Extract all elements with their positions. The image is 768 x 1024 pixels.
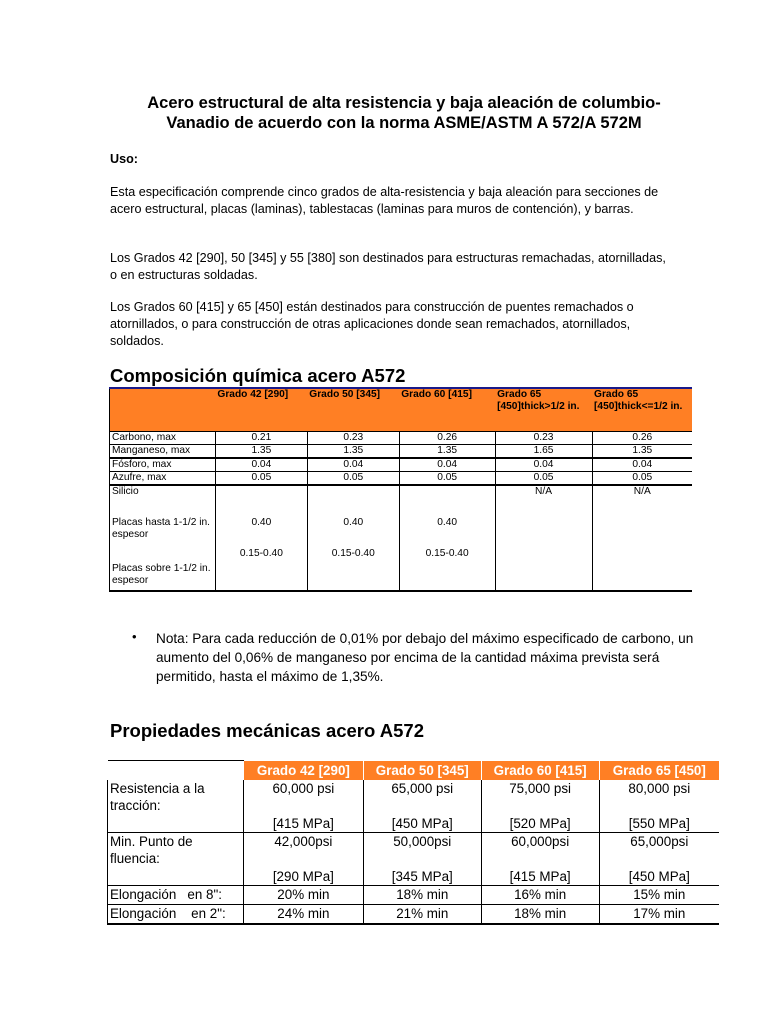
table-row <box>108 780 720 833</box>
cell-value <box>599 780 719 833</box>
cell-bottom: [415 MPa] <box>509 869 571 884</box>
silicio-sub-1: Placas hasta 1-1/2 in. espesor <box>112 517 210 540</box>
chem-header-empty <box>110 388 216 432</box>
row-label: Carbono, max <box>110 432 216 445</box>
table-row <box>110 472 693 486</box>
chem-header-grado-65-thin: Grado 65 [450]thick<=1/2 in. <box>592 388 692 432</box>
cell-value: 17% min <box>599 905 719 925</box>
paragraph-1: Esta especificación comprende cinco grados de alta-resistencia y baja aleación para secciones de acero estructural, placas (laminas), tablestacas (laminas para muros de contención), y barras. <box>110 185 659 216</box>
row-label: Manganeso, max <box>110 445 216 459</box>
silicio-cell <box>215 485 307 591</box>
silicio-row <box>110 485 693 591</box>
row-label: Fósforo, max <box>110 458 216 472</box>
title-line-1: Acero estructural de alta resistencia y baja aleación de columbio- <box>147 94 661 112</box>
cell-value <box>363 780 481 833</box>
cell-value: 0.26 <box>399 432 495 445</box>
cell-value: 0.23 <box>495 432 592 445</box>
mech-heading: Propiedades mecánicas acero A572 <box>110 720 424 741</box>
cell-top: 60,000 psi <box>272 781 335 796</box>
cell-value: 0.23 <box>307 432 399 445</box>
cell-value: 18% min <box>481 905 599 925</box>
table-row <box>108 886 720 905</box>
chem-header-grado-60: Grado 60 [415] <box>399 388 495 432</box>
mech-header-grado-42: Grado 42 [290] <box>243 761 363 781</box>
mechanical-properties-table <box>107 760 719 925</box>
table-row <box>110 432 693 445</box>
silicio-label: Silicio <box>112 486 139 497</box>
mech-header-row <box>108 761 720 781</box>
cell-value: 0.40 <box>437 517 458 528</box>
table-row <box>108 905 720 925</box>
chemical-composition-table <box>109 387 692 592</box>
cell-value: 0.15-0.40 <box>239 548 283 559</box>
cell-value <box>481 833 599 886</box>
cell-value: 0.21 <box>215 432 307 445</box>
cell-value: 0.40 <box>343 517 364 528</box>
cell-value: 0.04 <box>495 458 592 472</box>
table-row <box>110 445 693 459</box>
cell-value <box>481 780 599 833</box>
cell-value: 18% min <box>363 886 481 905</box>
cell-value: 0.05 <box>399 472 495 486</box>
cell-value: 1.35 <box>592 445 692 459</box>
paragraph-2: Los Grados 42 [290], 50 [345] y 55 [380] son destinados para estructuras remachadas, atornilladas, o en estructuras soldadas. <box>110 251 666 282</box>
cell-top: 42,000psi <box>274 834 333 849</box>
cell-value: 24% min <box>243 905 363 925</box>
row-label: Elongación en 2": <box>108 905 244 925</box>
mech-header-grado-60: Grado 60 [415] <box>481 761 599 781</box>
mech-header-empty <box>108 761 244 781</box>
chem-heading: Composición química acero A572 <box>110 365 406 386</box>
cell-value: 1.35 <box>215 445 307 459</box>
chem-header-grado-65-thick: Grado 65 [450]thick>1/2 in. <box>495 388 592 432</box>
document-title <box>108 93 700 133</box>
cell-value: 0.26 <box>592 432 692 445</box>
cell-value: 20% min <box>243 886 363 905</box>
cell-value: 0.40 <box>251 517 272 528</box>
cell-bottom: [450 MPa] <box>391 816 453 831</box>
table-row <box>110 458 693 472</box>
cell-bottom: [520 MPa] <box>509 816 571 831</box>
cell-value: 0.05 <box>592 472 692 486</box>
silicio-sub-2: Placas sobre 1-1/2 in. espesor <box>112 563 211 586</box>
silicio-na-cell: N/A <box>592 485 692 591</box>
table-row <box>108 833 720 886</box>
cell-value: 0.05 <box>495 472 592 486</box>
cell-top: 75,000 psi <box>509 781 572 796</box>
silicio-label-cell <box>110 485 216 591</box>
cell-bottom: [415 MPa] <box>272 816 334 831</box>
cell-bottom: [345 MPa] <box>391 869 453 884</box>
cell-top: 80,000 psi <box>628 781 691 796</box>
cell-bottom: [450 MPa] <box>628 869 690 884</box>
cell-value: 16% min <box>481 886 599 905</box>
cell-value: 21% min <box>363 905 481 925</box>
chem-header-row <box>110 388 693 432</box>
cell-top: 50,000psi <box>393 834 452 849</box>
mech-header-grado-50: Grado 50 [345] <box>363 761 481 781</box>
cell-value <box>243 780 363 833</box>
cell-value: 0.15-0.40 <box>425 548 469 559</box>
paragraph-3: Los Grados 60 [415] y 65 [450] están destinados para construcción de puentes remachados o atornillados, o para construcción de otras aplicaciones donde sean remachados, atornillados, soldados. <box>110 300 634 348</box>
uso-label: Uso: <box>110 152 138 166</box>
cell-value: 0.04 <box>592 458 692 472</box>
cell-value: 0.04 <box>215 458 307 472</box>
cell-value: 0.04 <box>307 458 399 472</box>
row-label: Min. Punto de fluencia: <box>108 833 244 886</box>
bullet-icon: • <box>132 629 137 644</box>
cell-value <box>599 833 719 886</box>
chem-header-grado-50: Grado 50 [345] <box>307 388 399 432</box>
cell-value: 15% min <box>599 886 719 905</box>
cell-value <box>363 833 481 886</box>
cell-value: 1.65 <box>495 445 592 459</box>
cell-value: 1.35 <box>307 445 399 459</box>
silicio-cell <box>399 485 495 591</box>
cell-value: 0.05 <box>307 472 399 486</box>
row-label: Resistencia a la tracción: <box>108 780 244 833</box>
cell-value: 0.15-0.40 <box>331 548 375 559</box>
row-label: Elongación en 8": <box>108 886 244 905</box>
cell-bottom: [290 MPa] <box>272 869 334 884</box>
silicio-cell <box>307 485 399 591</box>
note-text: Nota: Para cada reducción de 0,01% por debajo del máximo especificado de carbono, un aumento del 0,06% de manganeso por encima de la cantidad máxima prevista será permitido, hasta el máximo de 1,35%. <box>156 631 694 684</box>
title-line-2: Vanadio de acuerdo con la norma ASME/ASTM A 572/A 572M <box>166 114 642 132</box>
chem-header-grado-42: Grado 42 [290] <box>215 388 307 432</box>
cell-bottom: [550 MPa] <box>628 816 690 831</box>
cell-value: 0.05 <box>215 472 307 486</box>
cell-value <box>243 833 363 886</box>
silicio-na-cell: N/A <box>495 485 592 591</box>
cell-top: 65,000 psi <box>391 781 454 796</box>
mech-header-grado-65: Grado 65 [450] <box>599 761 719 781</box>
row-label: Azufre, max <box>110 472 216 486</box>
cell-top: 65,000psi <box>630 834 689 849</box>
cell-value: 1.35 <box>399 445 495 459</box>
cell-value: 0.04 <box>399 458 495 472</box>
cell-top: 60,000psi <box>511 834 570 849</box>
